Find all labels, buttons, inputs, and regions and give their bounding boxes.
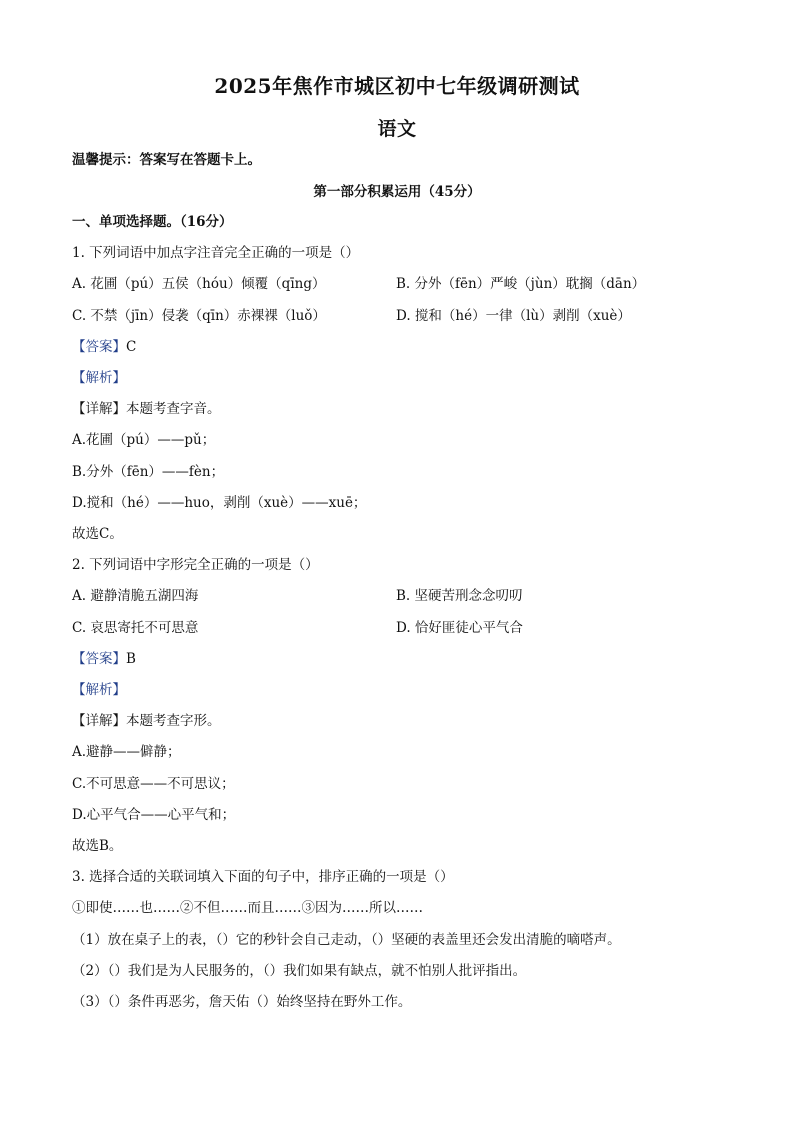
q1-explain-line: A.花圃（pú）——pǔ； — [72, 432, 216, 448]
answer-tag: 【答案】 — [72, 339, 126, 355]
q1-explain-line: D.搅和（hé）——huo，剥削（xuè）——xuē； — [72, 495, 367, 511]
q1-answer — [72, 338, 136, 356]
q2-explain-line: C.不可思意——不可思议； — [72, 776, 235, 792]
q2-explain-line: D.心平气合——心平气和； — [72, 807, 236, 823]
q1-detail — [72, 400, 221, 418]
q1-analysis-tag: 【解析】 — [72, 370, 126, 386]
q3-sentence-3: （3）（）条件再恶劣，詹天佑（）始终坚持在野外工作。 — [72, 994, 412, 1010]
q2-option-a: A. 避静清脆五湖四海 — [72, 588, 199, 604]
q1-option-d: D. 搅和（hé）一律（lù）剥削（xuè） — [396, 308, 631, 324]
q1-explain-line: B.分外（fēn）——fèn； — [72, 464, 225, 480]
detail-text: 本题考查字形。 — [126, 713, 221, 729]
detail-tag: 【详解】 — [72, 713, 126, 729]
q1-stem: 1. 下列词语中加点字注音完全正确的一项是（） — [72, 245, 360, 261]
q3-sentence-2: （2）（）我们是为人民服务的，（）我们如果有缺点，就不怕别人批评指出。 — [72, 963, 527, 979]
q2-explain-line: A.避静——僻静； — [72, 744, 181, 760]
q3-stem: 3. 选择合适的关联词填入下面的句子中，排序正确的一项是（） — [72, 869, 454, 885]
q2-answer — [72, 650, 136, 668]
section-heading: 一、单项选择题。（16分） — [72, 214, 233, 230]
q1-option-a: A. 花圃（pú）五侯（hóu）倾覆（qīng） — [72, 276, 326, 292]
tip-text: 温馨提示：答案写在答题卡上。 — [72, 152, 261, 168]
answer-value: C — [126, 339, 137, 355]
subject-title: 语文 — [377, 118, 417, 140]
q2-option-c: C. 哀思寄托不可思意 — [72, 620, 199, 636]
q1-option-c: C. 不禁（jīn）侵袭（qīn）赤裸裸（luǒ） — [72, 308, 326, 324]
q3-sentence-1: （1）放在桌子上的表，（）它的秒针会自己走动，（）坚硬的表盖里还会发出清脆的嘀嗒声。 — [72, 932, 621, 948]
q2-option-d: D. 恰好匪徒心平气合 — [396, 620, 523, 636]
detail-text: 本题考查字音。 — [126, 401, 221, 417]
q2-detail — [72, 712, 221, 730]
q1-option-b: B. 分外（fēn）严峻（jùn）耽搁（dān） — [396, 276, 646, 292]
q2-stem: 2. 下列词语中字形完全正确的一项是（） — [72, 557, 319, 573]
q2-explain-line: 故选B。 — [72, 838, 123, 854]
answer-tag: 【答案】 — [72, 651, 126, 667]
answer-value: B — [126, 651, 136, 667]
q3-choices: ①即使……也……②不但……而且……③因为……所以…… — [72, 900, 423, 916]
q2-analysis-tag: 【解析】 — [72, 682, 126, 698]
q2-option-b: B. 坚硬苦刑念念叨叨 — [396, 588, 523, 604]
exam-title: 2025年焦作市城区初中七年级调研测试 — [214, 74, 580, 98]
q1-explain-line: 故选C。 — [72, 526, 123, 542]
part-heading: 第一部分积累运用（45分） — [313, 184, 481, 200]
detail-tag: 【详解】 — [72, 401, 126, 417]
